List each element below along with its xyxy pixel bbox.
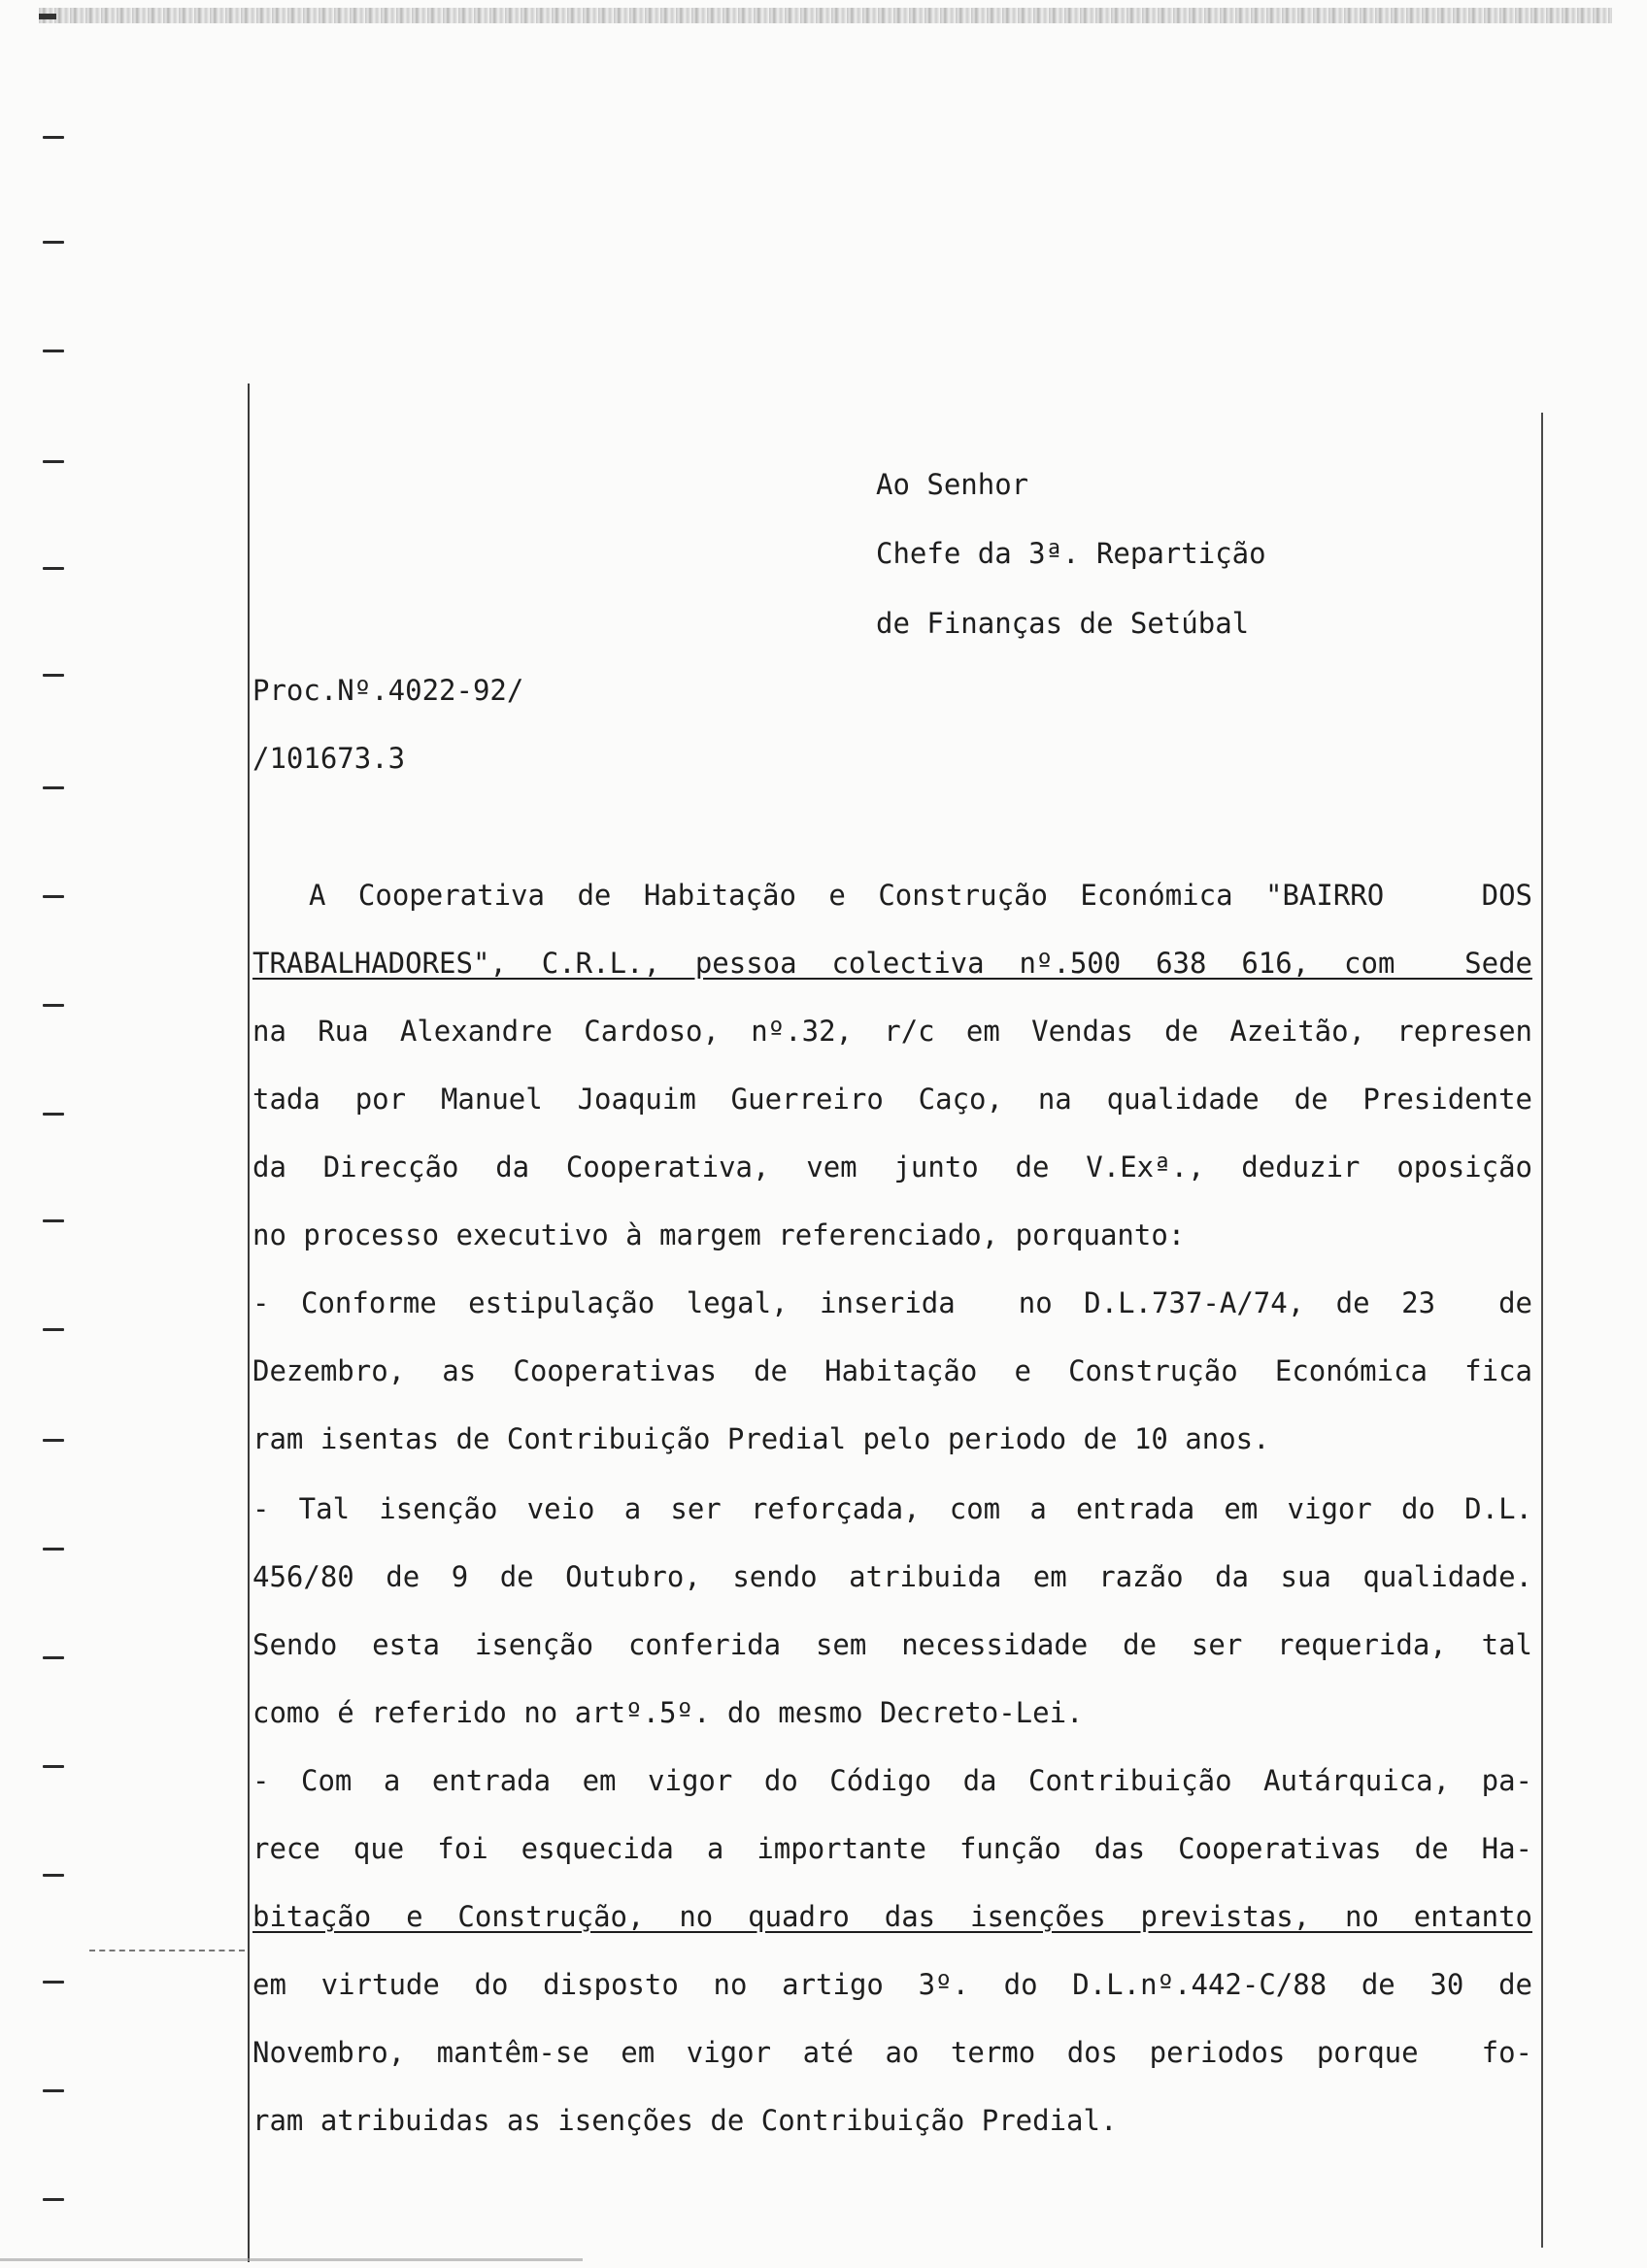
body-line: da Direcção da Cooperativa, vem junto de V.Exª., deduzir oposição bbox=[252, 1151, 1532, 1184]
process-reference: /101673.3 bbox=[252, 742, 406, 775]
body-line: Sendo esta isenção conferida sem necessidade de ser requerida, tal bbox=[252, 1628, 1532, 1661]
body-line: ram isentas de Contribuição Predial pelo periodo de 10 anos. bbox=[252, 1422, 1270, 1455]
body-line: no processo executivo à margem referenciado, porquanto: bbox=[252, 1218, 1186, 1251]
feed-tick bbox=[43, 350, 64, 352]
feed-tick bbox=[43, 1113, 64, 1116]
body-line: - Tal isenção veio a ser reforçada, com a entrada em vigor do D.L. bbox=[252, 1492, 1532, 1525]
feed-tick bbox=[43, 1328, 64, 1331]
left-margin-rule bbox=[248, 384, 250, 2262]
body-line: - Conforme estipulação legal, inserida no D.L.737-A/74, de 23 de bbox=[252, 1286, 1532, 1319]
body-line: na Rua Alexandre Cardoso, nº.32, r/c em Vendas de Azeitão, represen bbox=[252, 1015, 1532, 1048]
scan-noise-bottom bbox=[0, 2258, 583, 2261]
scan-noise-mark bbox=[39, 14, 56, 19]
margin-dash-guide bbox=[89, 1950, 245, 1951]
recipient-line: Ao Senhor bbox=[876, 468, 1029, 501]
feed-tick bbox=[43, 241, 64, 244]
feed-tick bbox=[43, 460, 64, 463]
feed-tick bbox=[43, 674, 64, 677]
right-margin-rule bbox=[1541, 413, 1543, 2248]
scan-noise-strip bbox=[39, 8, 1612, 23]
feed-tick bbox=[43, 2198, 64, 2201]
body-line: rece que foi esquecida a importante função das Cooperativas de Ha- bbox=[252, 1832, 1532, 1865]
body-line: ram atribuidas as isenções de Contribuição Predial. bbox=[252, 2104, 1118, 2137]
feed-tick bbox=[43, 2089, 64, 2092]
body-line: tada por Manuel Joaquim Guerreiro Caço, na qualidade de Presidente bbox=[252, 1083, 1532, 1116]
body-line: Dezembro, as Cooperativas de Habitação e Construção Económica fica bbox=[252, 1354, 1532, 1387]
feed-tick bbox=[43, 1004, 64, 1007]
feed-tick bbox=[43, 895, 64, 898]
feed-tick bbox=[43, 786, 64, 789]
body-line: Novembro, mantêm-se em vigor até ao termo dos periodos porque fo- bbox=[252, 2036, 1532, 2069]
feed-tick bbox=[43, 1765, 64, 1768]
feed-tick bbox=[43, 1439, 64, 1442]
body-line: bitação e Construção, no quadro das isenções previstas, no entanto bbox=[252, 1900, 1532, 1933]
feed-tick bbox=[43, 1219, 64, 1222]
process-reference: Proc.Nº.4022-92/ bbox=[252, 674, 524, 707]
feed-tick bbox=[43, 136, 64, 139]
recipient-line: de Finanças de Setúbal bbox=[876, 607, 1250, 640]
feed-tick bbox=[43, 567, 64, 570]
body-line: - Com a entrada em vigor do Código da Contribuição Autárquica, pa- bbox=[252, 1764, 1532, 1797]
body-line: como é referido no artº.5º. do mesmo Decreto-Lei. bbox=[252, 1696, 1084, 1729]
feed-tick bbox=[43, 1548, 64, 1551]
body-line: TRABALHADORES", C.R.L., pessoa colectiva nº.500 638 616, com Sede bbox=[252, 947, 1532, 980]
recipient-line: Chefe da 3ª. Repartição bbox=[876, 537, 1266, 570]
body-line: 456/80 de 9 de Outubro, sendo atribuida em razão da sua qualidade. bbox=[252, 1560, 1532, 1593]
feed-tick bbox=[43, 1981, 64, 1984]
body-line: A Cooperativa de Habitação e Construção Económica "BAIRRO DOS bbox=[309, 879, 1532, 912]
feed-tick bbox=[43, 1656, 64, 1659]
feed-tick bbox=[43, 1874, 64, 1877]
body-line: em virtude do disposto no artigo 3º. do D.L.nº.442-C/88 de 30 de bbox=[252, 1968, 1532, 2001]
